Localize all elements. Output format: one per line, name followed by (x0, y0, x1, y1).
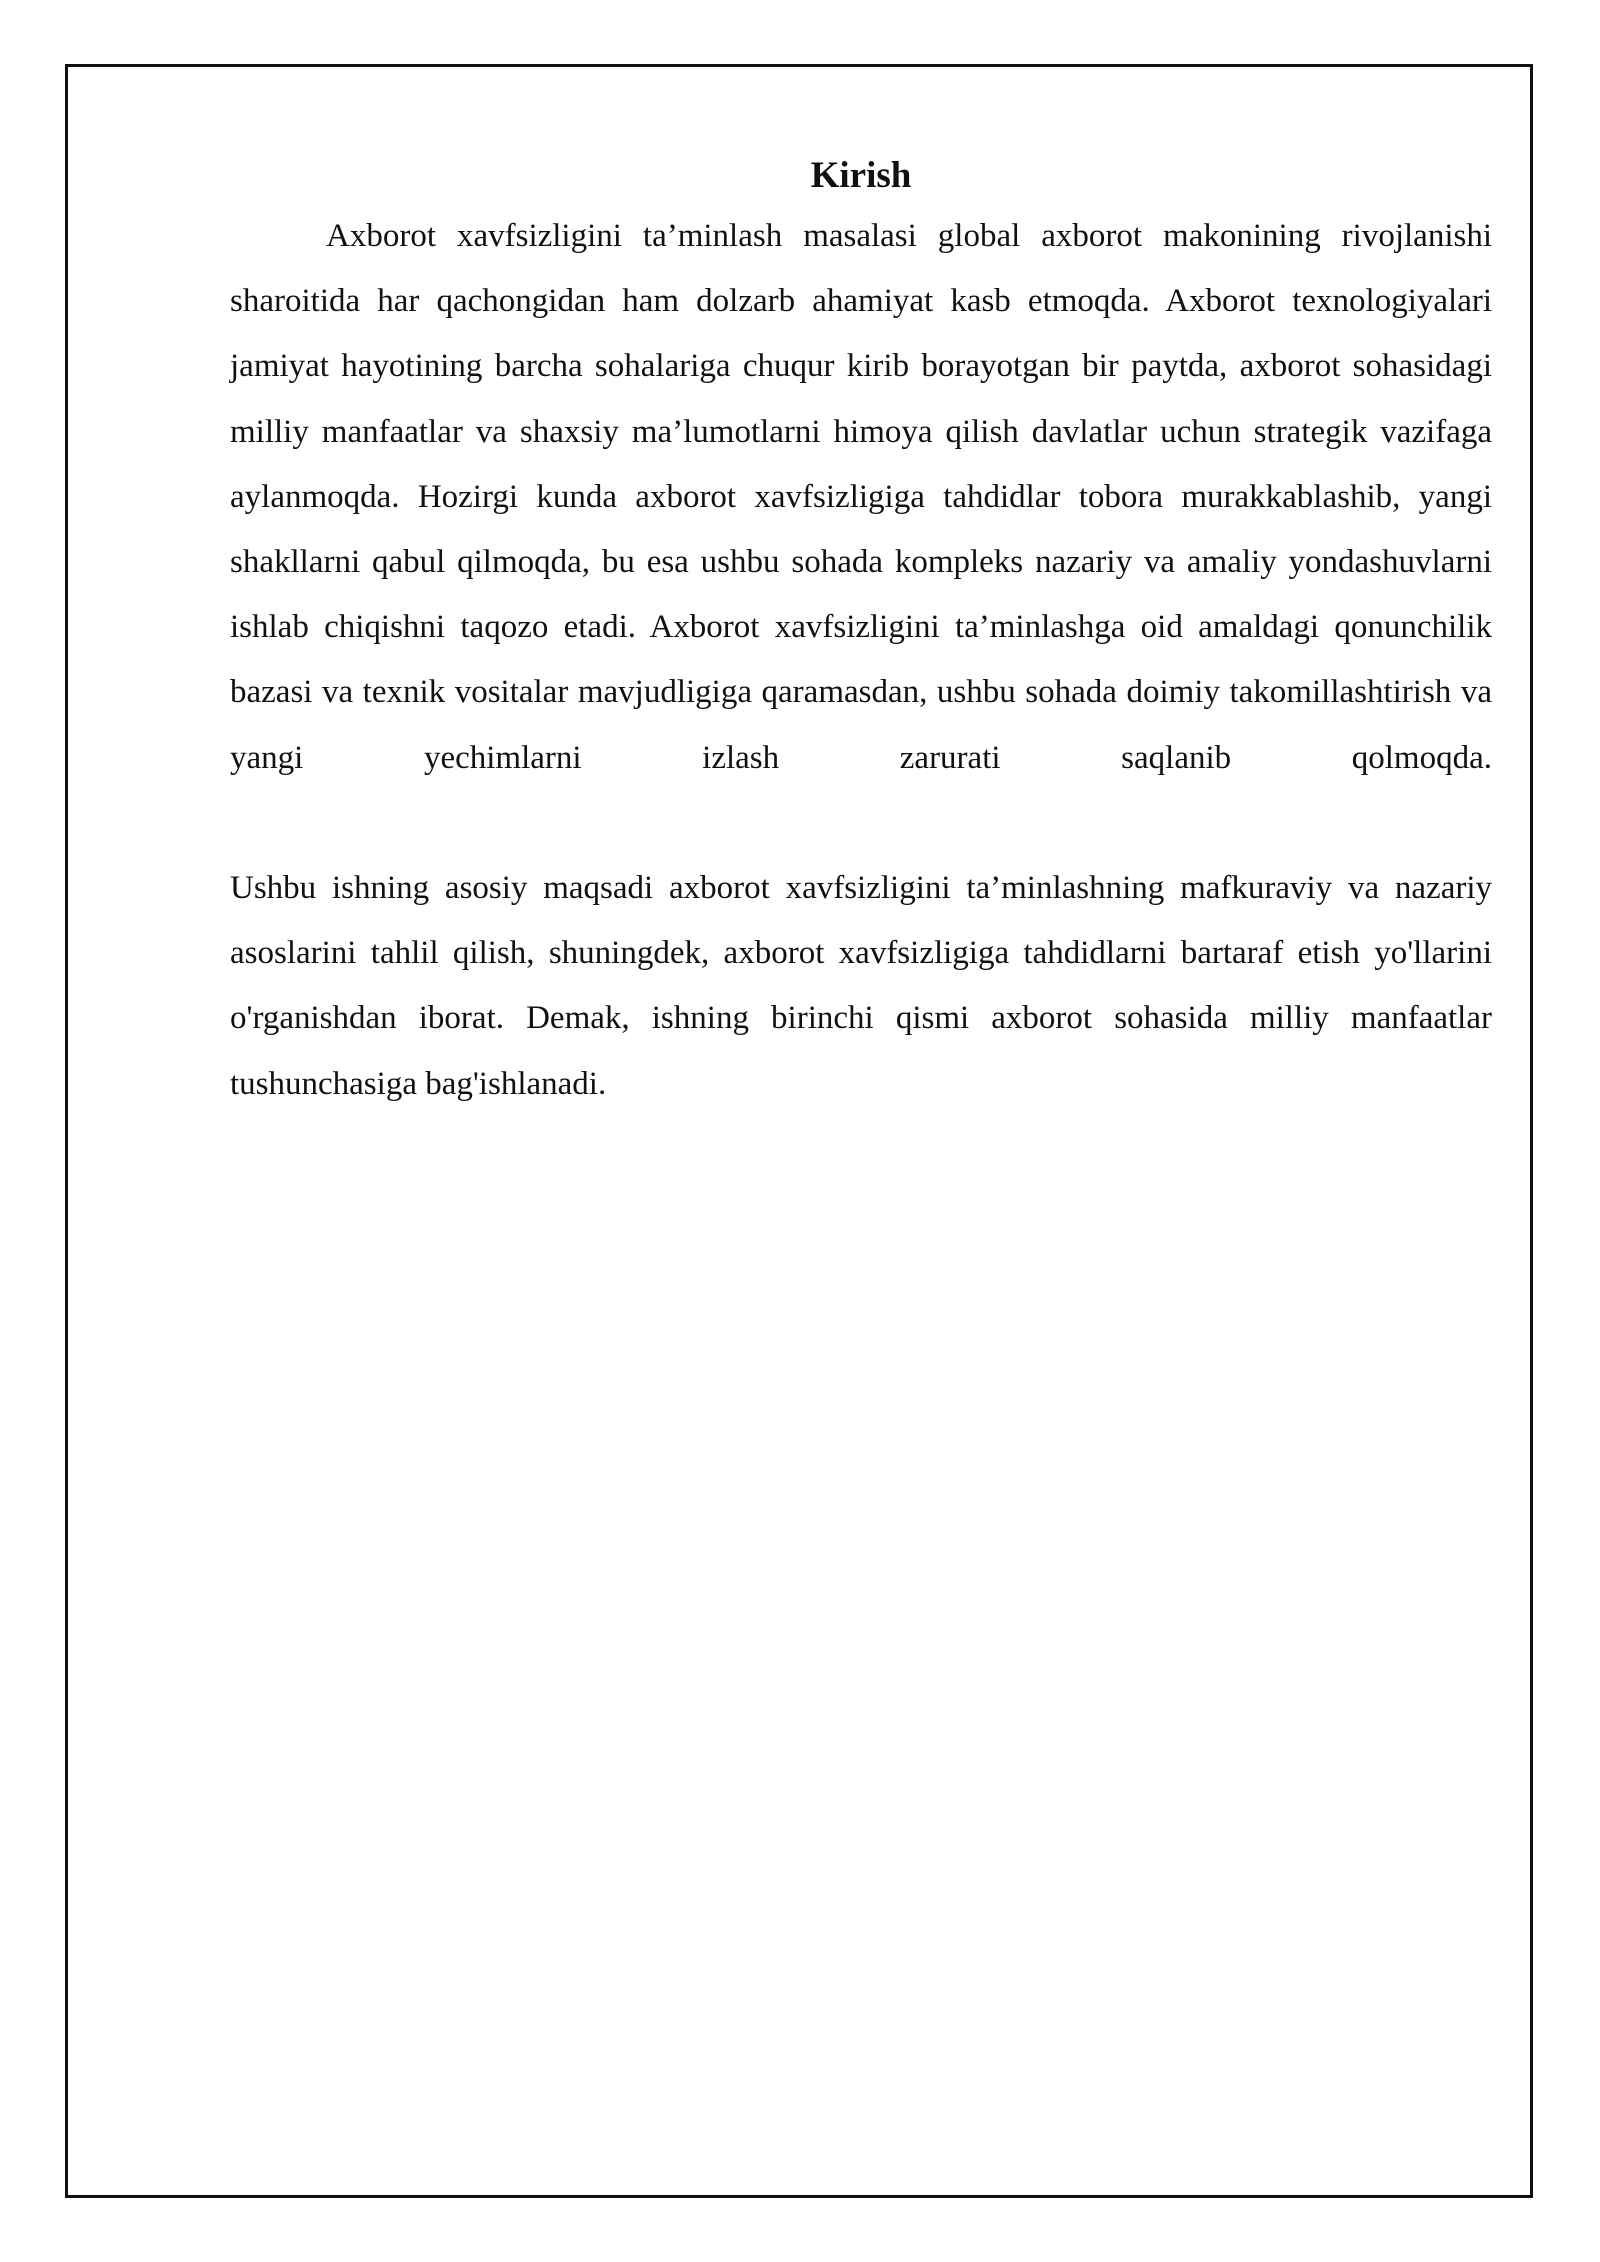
document-body (230, 148, 1492, 1117)
paragraph-intro: Axborot xavfsizligini ta’minlash masalasi global axborot makonining rivojlanishi sharoitida har qachongidan ham dolzarb ahamiyat kasb etmoqda. Axborot texnologiyalari jamiyat hayotining barcha sohalariga chuqur kirib borayotgan bir paytda, axborot sohasidagi milliy manfaatlar va shaxsiy ma’lumotlarni himoya qilish davlatlar uchun strategik vazifaga aylanmoqda. Hozirgi kunda axborot xavfsizligiga tahdidlar tobora murakkablashib, yangi shakllarni qabul qilmoqda, bu esa ushbu sohada kompleks nazariy va amaliy yondashuvlarni ishlab chiqishni taqozo etadi. Axborot xavfsizligini ta’minlashga oid amaldagi qonunchilik bazasi va texnik vositalar mavjudligiga qaramasdan, ushbu sohada doimiy takomillashtirish va yangi yechimlarni izlash zarurati saqlanib qolmoqda. (230, 218, 1492, 776)
paragraph-purpose: Ushbu ishning asosiy maqsadi axborot xavfsizligini ta’minlashning mafkuraviy va nazariy asoslarini tahlil qilish, shuningdek, axborot xavfsizligiga tahdidlarni bartaraf etish yo'llarini o'rganishdan iborat. Demak, ishning birinchi qismi axborot sohasida milliy manfaatlar tushunchasiga bag'ishlanadi. (230, 870, 1492, 1102)
page-title: Kirish (810, 155, 912, 196)
